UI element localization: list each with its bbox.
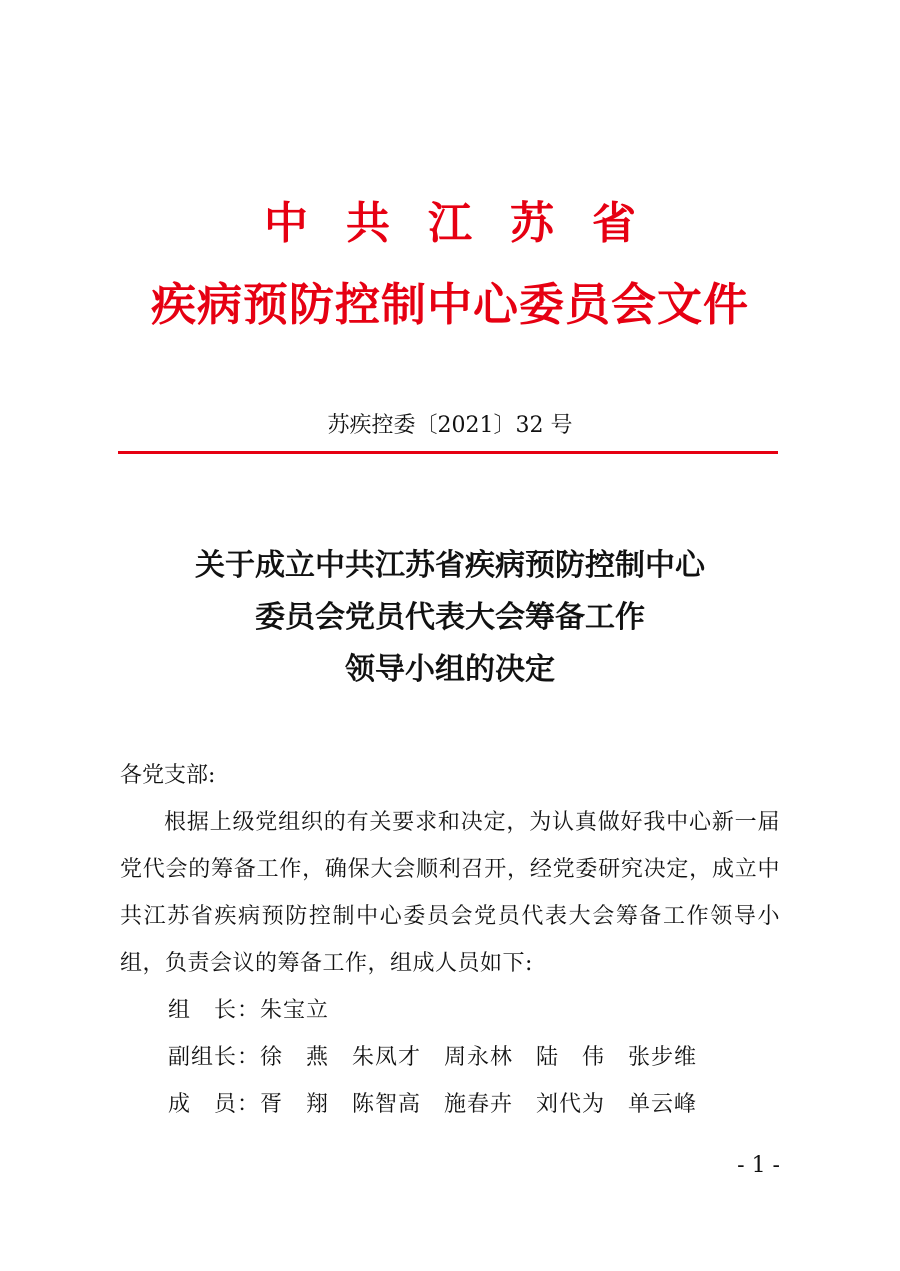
- member-row-deputy: [120, 1034, 780, 1081]
- document-title: [0, 540, 900, 696]
- member-names: 胥 翔 陈智高 施春卉 刘代为 单云峰: [260, 1092, 698, 1117]
- member-role: 成 员：: [168, 1092, 261, 1117]
- page-number: - 1 -: [737, 1153, 780, 1178]
- issuer-header-line2: 疾病预防控制中心委员会文件: [150, 278, 749, 331]
- issuer-header-line1: 中共江苏省: [264, 198, 674, 249]
- title-line-2: 委员会党员代表大会筹备工作: [255, 600, 645, 635]
- salutation: 各党支部:: [120, 763, 216, 788]
- member-role: 组 长：: [168, 998, 261, 1023]
- title-line-1: 关于成立中共江苏省疾病预防控制中心: [195, 548, 705, 583]
- member-role: 副组长：: [168, 1045, 261, 1070]
- body-paragraph: 根据上级党组织的有关要求和决定，为认真做好我中心新一届党代会的筹备工作，确保大会顺利召开，经党委研究决定，成立中共江苏省疾病预防控制中心委员会党员代表大会筹备工作领导小组，负责会议的筹备工作，组成人员如下:: [120, 810, 780, 976]
- title-line-3: 领导小组的决定: [345, 652, 555, 687]
- member-row-members: [120, 1081, 780, 1128]
- member-names: 徐 燕 朱凤才 周永林 陆 伟 张步维: [260, 1045, 698, 1070]
- member-row-leader: [120, 987, 780, 1034]
- red-separator-rule: [118, 451, 778, 454]
- document-number: 苏疾控委〔2021〕32 号: [327, 413, 573, 438]
- document-body: [120, 752, 780, 1128]
- member-names: 朱宝立: [260, 998, 330, 1023]
